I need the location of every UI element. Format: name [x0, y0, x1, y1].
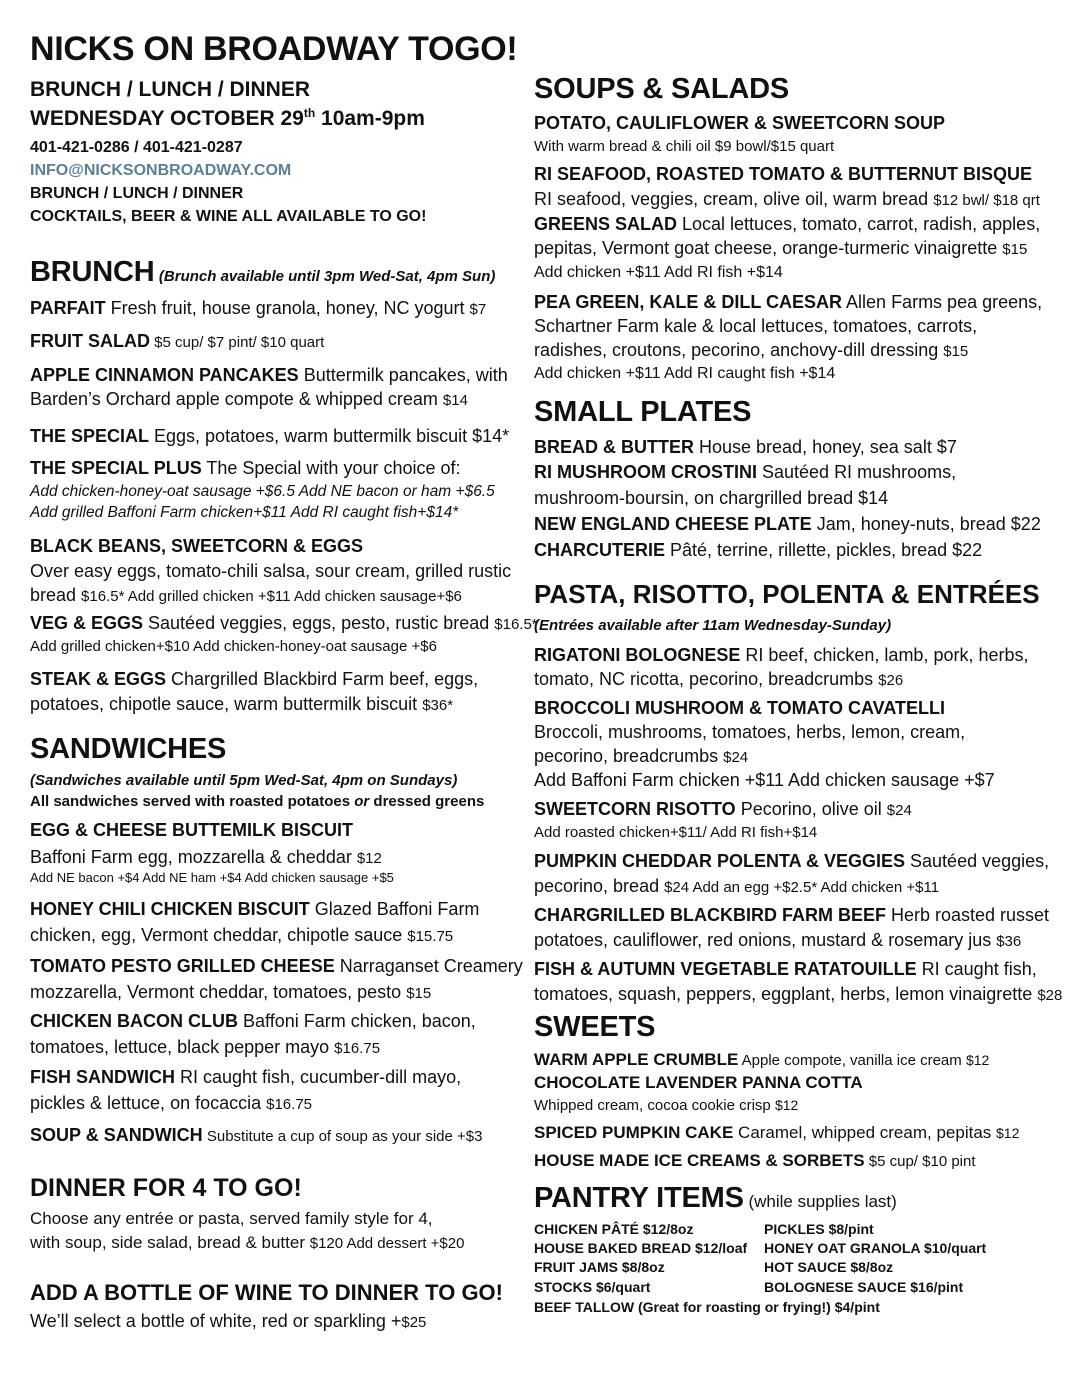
menu-item-greens: GREENS SALAD Local lettuces, tomato, carrot, radish, apples, — [534, 214, 1041, 234]
menu-item-pancakes-desc: Barden’s Orchard apple compote & whipped cream $14 — [30, 389, 468, 409]
menu-item-club: CHICKEN BACON CLUB Baffoni Farm chicken, bacon, — [30, 1011, 476, 1031]
greens-desc: pepitas, Vermont goat cheese, orange-turmeric vinaigrette $15 — [534, 238, 1028, 258]
cavatelli-desc-1: Broccoli, mushrooms, tomatoes, herbs, lemon, cream, — [534, 722, 966, 742]
pasta-heading: PASTA, RISOTTO, POLENTA & ENTRÉES — [534, 579, 1040, 609]
menu-item-crostini: RI MUSHROOM CROSTINI Sautéed RI mushrooms, — [534, 462, 957, 482]
menu-item-special: THE SPECIAL Eggs, potatoes, warm buttermilk biscuit $14* — [30, 426, 510, 446]
pantry-item: FRUIT JAMS $8/8oz — [534, 1259, 665, 1275]
service-line-2: BRUNCH / LUNCH / DINNER — [30, 185, 244, 202]
menu-item-fish-sandwich: FISH SANDWICH RI caught fish, cucumber-dill mayo, — [30, 1067, 462, 1087]
brunch-heading-row — [30, 256, 495, 289]
ratatouille-desc: tomatoes, squash, peppers, eggplant, herbs, lemon vinaigrette $28 — [534, 984, 1063, 1004]
dinner-for-4-desc-2: with soup, side salad, bread & butter $120 Add dessert +$20 — [30, 1233, 465, 1252]
caesar-desc-1: Schartner Farm kale & local lettuces, tomatoes, carrots, — [534, 316, 978, 336]
polenta-desc: pecorino, bread $24 Add an egg +$2.5* Add chicken +$11 — [534, 876, 940, 896]
small-plates-heading: SMALL PLATES — [534, 396, 752, 428]
menu-item-egg-cheese: EGG & CHEESE BUTTEMILK BISCUIT — [30, 820, 354, 840]
pantry-heading-row — [534, 1182, 897, 1215]
tomato-pesto-desc: mozzarella, Vermont cheddar, tomatoes, pesto $15 — [30, 982, 432, 1002]
potato-soup-desc: With warm bread & chili oil $9 bowl/$15 quart — [534, 138, 835, 155]
menu-item-ratatouille: FISH & AUTUMN VEGETABLE RATATOUILLE RI caught fish, — [534, 959, 1037, 979]
pantry-note: (while supplies last) — [743, 1192, 897, 1211]
menu-item-charcuterie: CHARCUTERIE Pâté, terrine, rillette, pickles, bread $22 — [534, 540, 983, 560]
phone-numbers: 401-421-0286 / 401-421-0287 — [30, 139, 243, 156]
menu-item-fruit-salad: FRUIT SALAD $5 cup/ $7 pint/ $10 quart — [30, 331, 325, 351]
club-desc: tomatoes, lettuce, black pepper mayo $16.75 — [30, 1037, 381, 1057]
pantry-item-tallow: BEEF TALLOW (Great for roasting or frying!) $4/pint — [534, 1299, 880, 1315]
pantry-item: HOUSE BAKED BREAD $12/loaf — [534, 1240, 748, 1256]
cavatelli-addons: Add Baffoni Farm chicken +$11 Add chicken sausage +$7 — [534, 770, 995, 790]
sandwiches-served-note: All sandwiches served with roasted potatoes or dressed greens — [30, 793, 485, 810]
pantry-heading: PANTRY ITEMS — [534, 1182, 744, 1214]
honey-chili-desc: chicken, egg, Vermont cheddar, chipotle sauce $15.75 — [30, 925, 454, 945]
sweets-heading: SWEETS — [534, 1011, 656, 1043]
menu-item-risotto: SWEETCORN RISOTTO Pecorino, olive oil $24 — [534, 799, 912, 819]
menu-item-pancakes: APPLE CINNAMON PANCAKES Buttermilk pancakes, with — [30, 365, 508, 385]
date-text: WEDNESDAY OCTOBER 29 — [30, 107, 304, 130]
black-beans-price: bread $16.5* Add grilled chicken +$11 Add chicken sausage+$6 — [30, 585, 462, 605]
pantry-item: HONEY OAT GRANOLA $10/quart — [764, 1240, 987, 1256]
caesar-addons: Add chicken +$11 Add RI caught fish +$14 — [534, 365, 836, 382]
wine-heading: ADD A BOTTLE OF WINE TO DINNER TO GO! — [30, 1280, 503, 1305]
caesar-desc-2: radishes, croutons, pecorino, anchovy-dill dressing $15 — [534, 340, 969, 360]
menu-item-tomato-pesto: TOMATO PESTO GRILLED CHEESE Narraganset Creamery — [30, 956, 523, 976]
cavatelli-desc-2: pecorino, breadcrumbs $24 — [534, 746, 749, 766]
menu-item-caesar: PEA GREEN, KALE & DILL CAESAR Allen Farms pea greens, — [534, 292, 1043, 312]
menu-item-ice-cream: HOUSE MADE ICE CREAMS & SORBETS $5 cup/ $10 pint — [534, 1151, 976, 1170]
brunch-note: (Brunch available until 3pm Wed-Sat, 4pm Sun) — [158, 268, 496, 285]
menu-item-bisque: RI SEAFOOD, ROASTED TOMATO & BUTTERNUT BISQUE — [534, 164, 1033, 184]
steak-eggs-desc: potatoes, chipotle sauce, warm buttermilk biscuit $36* — [30, 694, 454, 714]
menu-item-polenta: PUMPKIN CHEDDAR POLENTA & VEGGIES Sautéed veggies, — [534, 851, 1050, 871]
greens-addons: Add chicken +$11 Add RI fish +$14 — [534, 264, 783, 281]
panna-cotta-desc: Whipped cream, cocoa cookie crisp $12 — [534, 1097, 799, 1114]
special-plus-addons-2: Add grilled Baffoni Farm chicken+$11 Add RI caught fish+$14* — [30, 504, 459, 521]
egg-cheese-addons: Add NE bacon +$4 Add NE ham +$4 Add chicken sausage +$5 — [30, 870, 394, 885]
date-hours: 10am-9pm — [315, 107, 425, 130]
pantry-item: CHICKEN PÂTÉ $12/8oz — [534, 1221, 694, 1237]
menu-item-pumpkin-cake: SPICED PUMPKIN CAKE Caramel, whipped cream, pepitas $12 — [534, 1123, 1020, 1142]
date-line — [30, 107, 425, 131]
pantry-item: STOCKS $6/quart — [534, 1279, 651, 1295]
pasta-note: (Entrées available after 11am Wednesday-Sunday) — [534, 617, 892, 634]
page-title: NICKS ON BROADWAY TOGO! — [30, 30, 518, 68]
sandwiches-note: (Sandwiches available until 5pm Wed-Sat, 4pm on Sundays) — [30, 772, 458, 789]
rigatoni-desc: tomato, NC ricotta, pecorino, breadcrumbs $26 — [534, 669, 904, 689]
menu-item-bread: BREAD & BUTTER House bread, honey, sea salt $7 — [534, 437, 957, 457]
risotto-addons: Add roasted chicken+$11/ Add RI fish+$14 — [534, 824, 818, 841]
service-line: BRUNCH / LUNCH / DINNER — [30, 78, 310, 101]
dinner-for-4-heading: DINNER FOR 4 TO GO! — [30, 1174, 302, 1202]
email-link[interactable]: INFO@NICKSONBROADWAY.COM — [30, 162, 292, 179]
menu-item-crumble: WARM APPLE CRUMBLE Apple compote, vanilla ice cream $12 — [534, 1050, 990, 1069]
menu-item-honey-chili: HONEY CHILI CHICKEN BISCUIT Glazed Baffoni Farm — [30, 899, 480, 919]
beef-desc: potatoes, cauliflower, red onions, mustard & rosemary jus $36 — [534, 930, 1022, 950]
menu-item-cheese-plate: NEW ENGLAND CHEESE PLATE Jam, honey-nuts, bread $22 — [534, 514, 1041, 534]
wine-desc: We’ll select a bottle of white, red or sparkling +$25 — [30, 1311, 427, 1331]
fish-sandwich-desc: pickles & lettuce, on focaccia $16.75 — [30, 1093, 313, 1113]
bisque-desc: RI seafood, veggies, cream, olive oil, warm bread $12 bwl/ $18 qrt — [534, 189, 1040, 209]
crostini-desc: mushroom-boursin, on chargrilled bread $14 — [534, 488, 889, 508]
cocktails-line: COCKTAILS, BEER & WINE ALL AVAILABLE TO GO! — [30, 208, 427, 225]
sandwiches-heading: SANDWICHES — [30, 733, 227, 765]
menu-item-special-plus: THE SPECIAL PLUS The Special with your choice of: — [30, 458, 461, 478]
soups-heading: SOUPS & SALADS — [534, 73, 790, 105]
menu-item-rigatoni: RIGATONI BOLOGNESE RI beef, chicken, lamb, pork, herbs, — [534, 645, 1029, 665]
dinner-for-4-desc-1: Choose any entrée or pasta, served family style for 4, — [30, 1209, 433, 1228]
special-plus-addons-1: Add chicken-honey-oat sausage +$6.5 Add NE bacon or ham +$6.5 — [30, 483, 495, 500]
menu-item-panna-cotta: CHOCOLATE LAVENDER PANNA COTTA — [534, 1073, 863, 1092]
menu-item-soup-sandwich: SOUP & SANDWICH Substitute a cup of soup as your side +$3 — [30, 1125, 483, 1145]
menu-item-veg-eggs: VEG & EGGS Sautéed veggies, eggs, pesto, rustic bread $16.5* — [30, 613, 538, 633]
pantry-item: PICKLES $8/pint — [764, 1221, 874, 1237]
menu-item-parfait: PARFAIT Fresh fruit, house granola, honey, NC yogurt $7 — [30, 298, 487, 318]
menu-item-beef: CHARGRILLED BLACKBIRD FARM BEEF Herb roasted russet — [534, 905, 1050, 925]
menu-item-potato-soup: POTATO, CAULIFLOWER & SWEETCORN SOUP — [534, 113, 945, 133]
pantry-item: BOLOGNESE SAUCE $16/pint — [764, 1279, 964, 1295]
pantry-item: HOT SAUCE $8/8oz — [764, 1259, 894, 1275]
brunch-heading: BRUNCH — [30, 256, 155, 288]
menu-item-black-beans: BLACK BEANS, SWEETCORN & EGGS — [30, 536, 364, 556]
menu-item-cavatelli: BROCCOLI MUSHROOM & TOMATO CAVATELLI — [534, 698, 945, 718]
date-suffix: th — [303, 106, 316, 120]
menu-item-steak-eggs: STEAK & EGGS Chargrilled Blackbird Farm beef, eggs, — [30, 669, 479, 689]
veg-eggs-addons: Add grilled chicken+$10 Add chicken-honey-oat sausage +$6 — [30, 638, 437, 655]
black-beans-desc: Over easy eggs, tomato-chili salsa, sour cream, grilled rustic — [30, 561, 512, 581]
egg-cheese-desc: Baffoni Farm egg, mozzarella & cheddar $12 — [30, 847, 382, 867]
